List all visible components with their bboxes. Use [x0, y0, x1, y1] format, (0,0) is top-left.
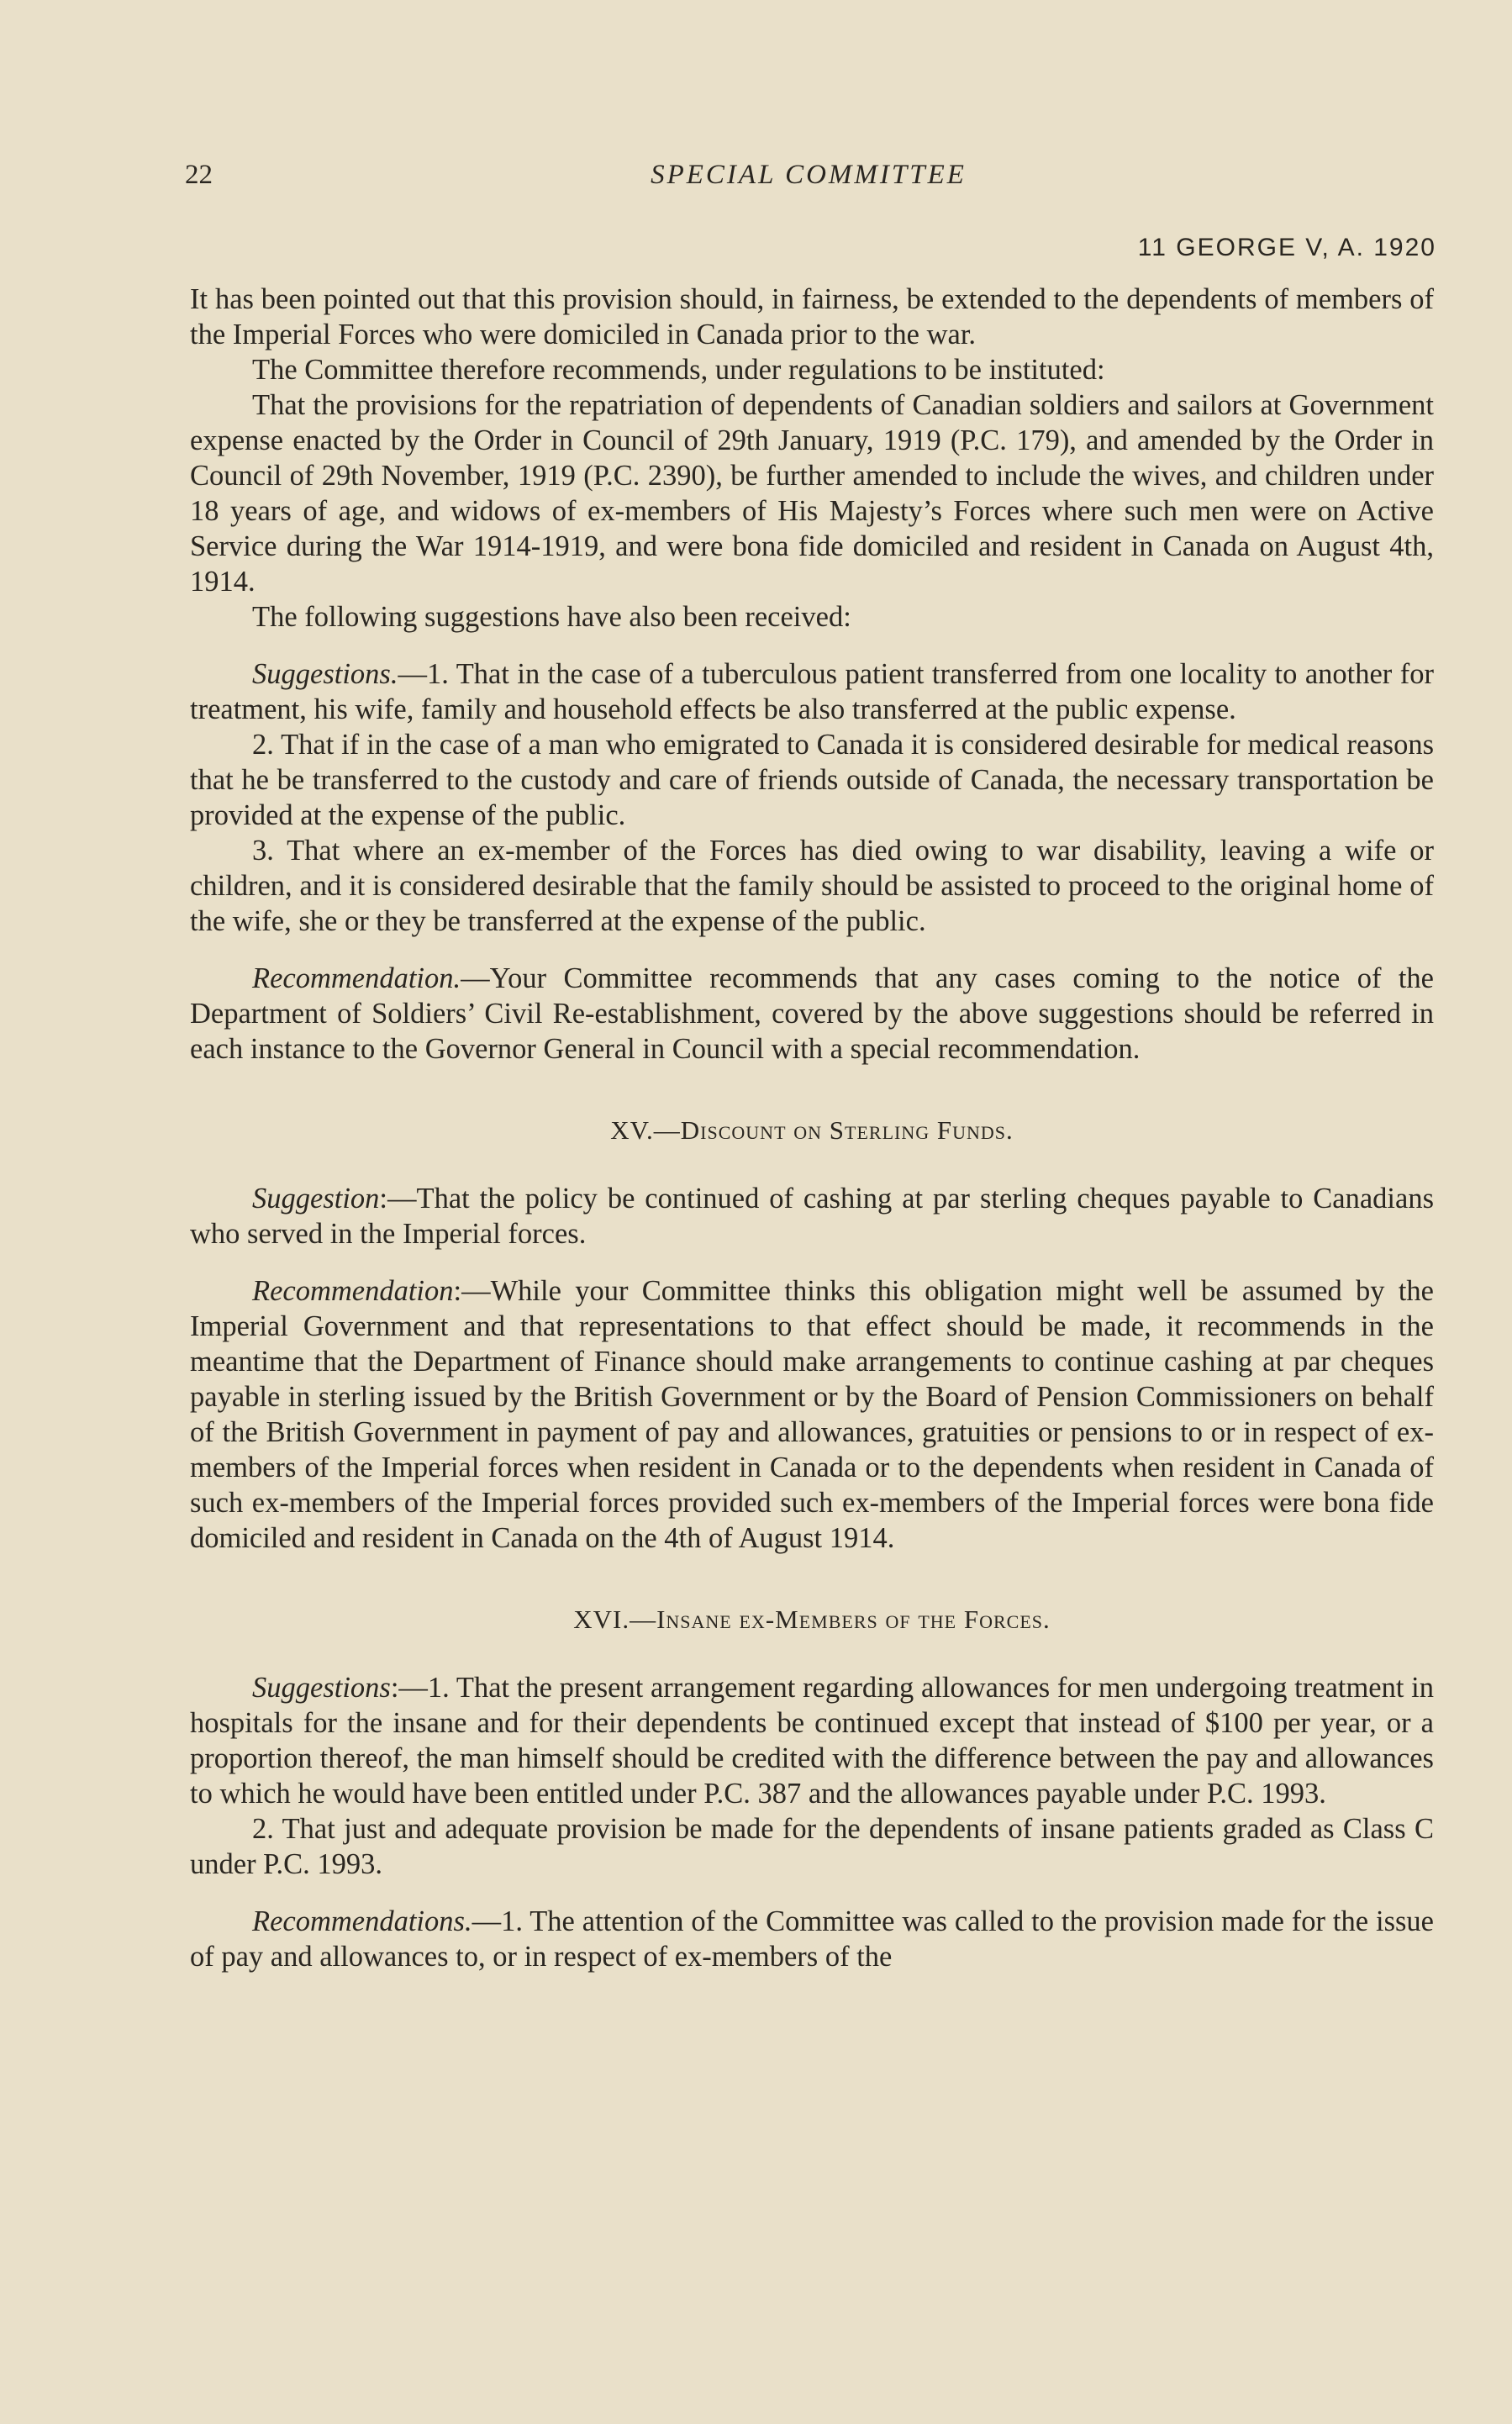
paragraph-repatriation-provisions: That the provisions for the repatriation of dependents of Canadian soldiers and sailors at Government expense enacted by the Order in Council of 29th January, 1919 (P.C. 179), and amended by the Order in Council of 29th November, 1919 (P.C. 2390), be further amended to include the wives, and children under 18 years of age, and widows of ex-members of His Majesty’s Forces where such men were on Active Service during the War 1914-1919, and were bona fide domiciled and resident in Canada on August 4th, 1914.	[190, 389, 1434, 598]
paragraph-suggestion-3: 3. That where an ex-member of the Forces has died owing to war disability, leaving a wife or children, and it is considered desirable that the family should be assisted to proceed to the original home of the wife, she or they be transferred at the expense of the public.	[190, 835, 1434, 937]
paragraph-insane-recommendations	[190, 1904, 1434, 1974]
section-heading-xv: XV.—Discount on Sterling Funds.	[610, 1115, 1014, 1145]
paragraph-sterling-suggestion	[190, 1181, 1434, 1252]
paragraph-recommendation	[190, 961, 1434, 1067]
paragraph-insane-suggestion-1	[190, 1670, 1434, 1811]
paragraph-committee-recommends: The Committee therefore recommends, under regulations to be instituted:	[252, 354, 1105, 386]
suggestions-lead: Suggestions.	[252, 658, 398, 690]
recommendation-lead: Recommendation.	[252, 962, 461, 994]
page-number: 22	[185, 160, 213, 190]
document-body	[190, 282, 1434, 1974]
sterling-recommendation-text: :—While your Committee thinks this obligation might well be assumed by the Imperial Government and that representations to that effect should be made, it recommends in the meantime that the Department of Finance should make arrangements to continue cashing at par cheques payable in sterling issued by the British Government or by the Board of Pension Commissioners on behalf of the British Government in payment of pay and allowances, gratuities or pensions to or in respect of ex-members of the Imperial forces when resident in Canada or to the dependents when resident in Canada of such ex-members of the Imperial forces provided such ex-members of the Imperial forces were bona fide domiciled and resident in Canada on the 4th of August 1914.	[190, 1275, 1434, 1554]
sterling-suggestion-text: :—That the policy be continued of cashing at par sterling cheques payable to Canadians who served in the Imperial forces.	[190, 1183, 1434, 1250]
suggestion-lead: Suggestion	[252, 1183, 380, 1215]
insane-recommendations-lead: Recommendations.	[252, 1905, 472, 1937]
paragraph-suggestion-1	[190, 656, 1434, 727]
paragraph-suggestion-2: 2. That if in the case of a man who emigrated to Canada it is considered desirable for medical reasons that he be transferred to the custody and care of friends outside of Canada, the necessary transportation be provided at the expense of the public.	[190, 729, 1434, 831]
recommendation-text: —Your Committee recommends that any cases coming to the notice of the Department of Soldiers’ Civil Re-establishment, covered by the above suggestions should be referred in each instance to the Governor General in Council with a special recommendation.	[190, 962, 1434, 1065]
paragraph-sterling-recommendation	[190, 1273, 1434, 1556]
insane-recommendations-text: —1. The attention of the Committee was called to the provision made for the issue of pay and allowances to, or in respect of ex-members of the	[190, 1905, 1434, 1973]
running-head: SPECIAL COMMITTEE	[651, 160, 967, 190]
session-reference: 11 GEORGE V, A. 1920	[1137, 234, 1436, 261]
page-header	[185, 160, 1432, 202]
insane-suggestions-lead: Suggestions	[252, 1672, 391, 1704]
paragraph-following-suggestions: The following suggestions have also been received:	[252, 601, 851, 633]
suggestion-1-text: —1. That in the case of a tuberculous patient transferred from one locality to another for treatment, his wife, family and household effects be also transferred at the public expense.	[190, 658, 1434, 725]
sterling-recommendation-lead: Recommendation	[252, 1275, 454, 1307]
section-heading-xvi: XVI.—Insane ex-Members of the Forces.	[573, 1605, 1051, 1634]
paragraph-extension-note: It has been pointed out that this provision should, in fairness, be extended to the dependents of members of the Imperial Forces who were domiciled in Canada prior to the war.	[190, 283, 1434, 350]
paragraph-insane-suggestion-2: 2. That just and adequate provision be made for the dependents of insane patients graded as Class C under P.C. 1993.	[190, 1813, 1434, 1880]
insane-suggestion-1-text: :—1. That the present arrangement regarding allowances for men undergoing treatment in hospitals for the insane and for their dependents be continued except that instead of $100 per year, or a proportion thereof, the man himself should be credited with the difference between the pay and allowances to which he would have been entitled under P.C. 387 and the allowances payable under P.C. 1993.	[190, 1672, 1434, 1810]
